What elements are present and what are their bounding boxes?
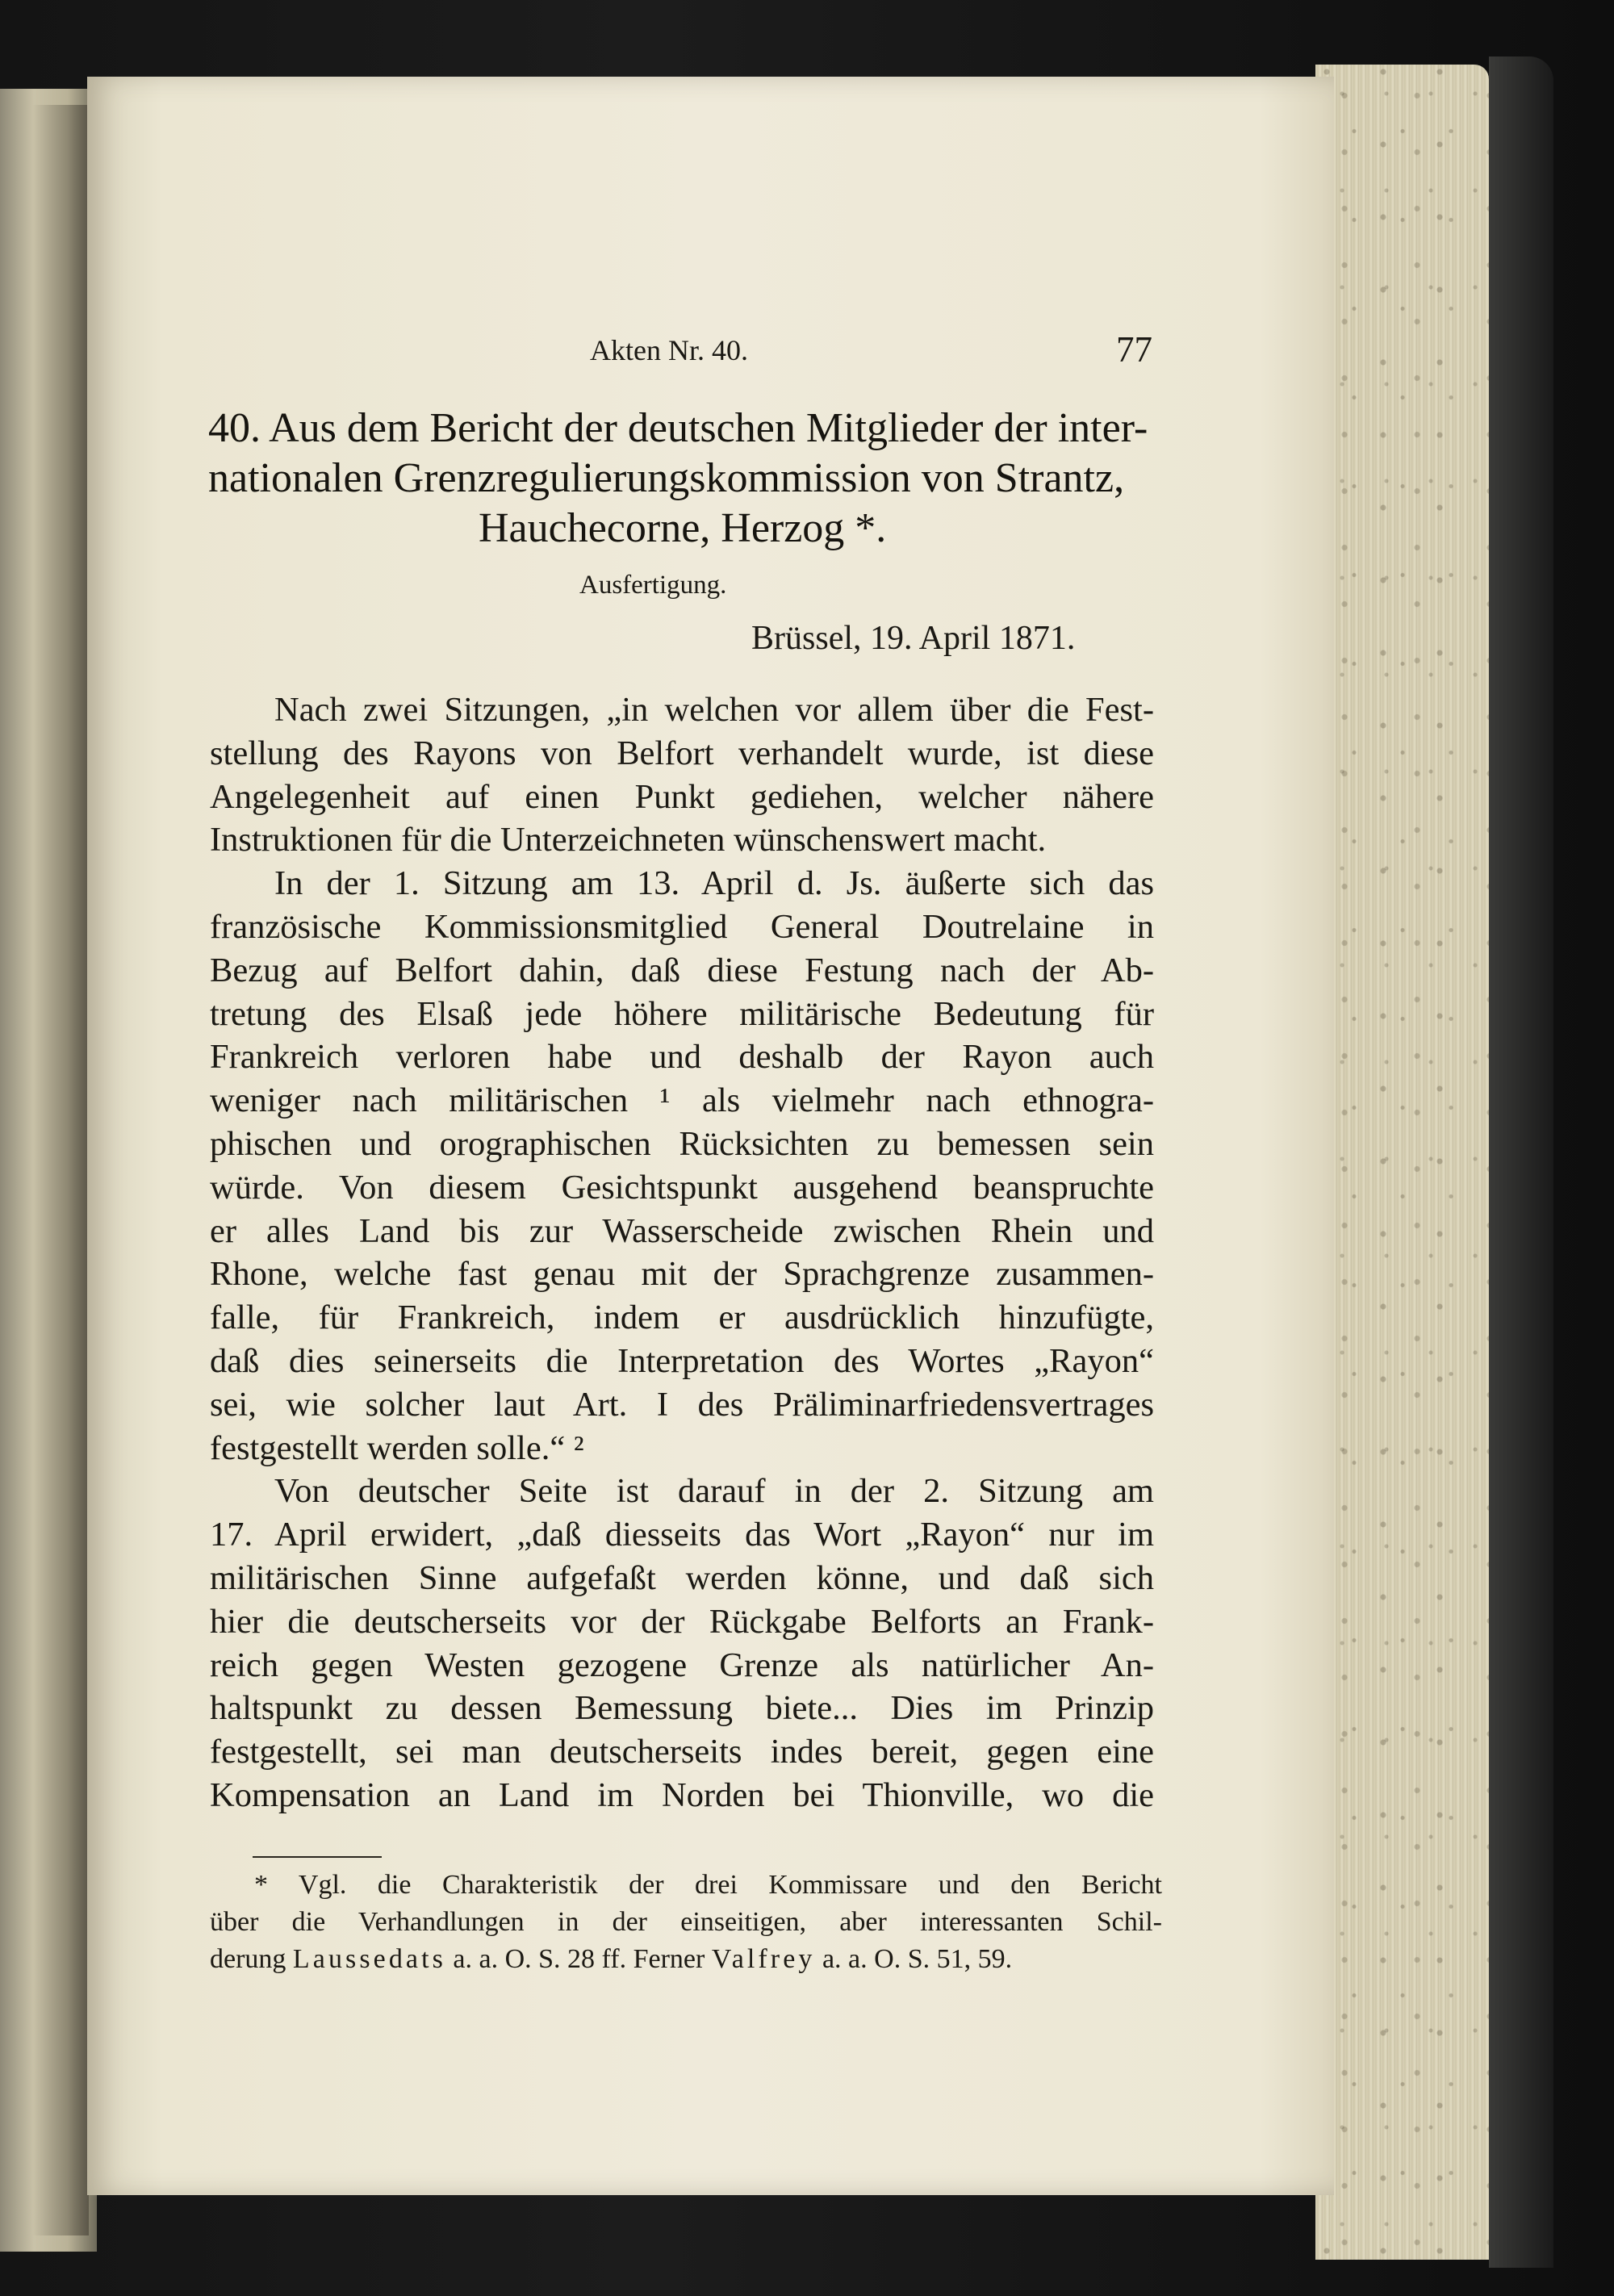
body-line: 17. April erwidert, „daß diesseits das Wort „Rayon“ nur im [210, 1516, 1154, 1554]
footnote-line [210, 1941, 1162, 1978]
footnote-rule [253, 1856, 382, 1858]
footnote [210, 1867, 1162, 1978]
footnote-line: * Vgl. die Charakteristik der drei Kommissare und den Bericht [254, 1870, 1162, 1900]
body-line: reich gegen Westen gezogene Grenze als natürlicher An- [210, 1646, 1154, 1684]
running-title: Akten Nr. 40. [590, 334, 748, 366]
left-gutter-shadow [32, 105, 89, 2235]
dateline: Brüssel, 19. April 1871. [751, 620, 1076, 657]
body-line: Frankreich verloren habe und deshalb der Rayon auch [210, 1038, 1154, 1077]
body-line: stellung des Rayons von Belfort verhandelt wurde, ist diese [210, 734, 1154, 772]
document-title [208, 404, 1160, 554]
body-line: tretung des Elsaß jede höhere militärische Bedeutung für [210, 994, 1154, 1033]
body-line: Instruktionen für die Unterzeichneten wünschenswert macht. [210, 821, 1047, 859]
body-line: Von deutscher Seite ist darauf in der 2. Sitzung am [274, 1472, 1154, 1511]
body-line: weniger nach militärischen ¹ als vielmehr nach ethnogra- [210, 1081, 1154, 1120]
body-line: er alles Land bis zur Wasserscheide zwischen Rhein und [210, 1211, 1154, 1250]
body-line: militärischen Sinne aufgefaßt werden könne, und daß sich [210, 1558, 1154, 1597]
copy-type-label: Ausfertigung. [579, 571, 727, 600]
title-line: Hauchecorne, Herzog *. [479, 505, 887, 551]
body-line: festgestellt, sei man deutscherseits indes bereit, gegen eine [210, 1733, 1154, 1771]
body-line: hier die deutscherseits vor der Rückgabe Belforts an Frank- [210, 1602, 1154, 1641]
body-line: daß dies seinerseits die Interpretation des Wortes „Rayon“ [210, 1341, 1154, 1380]
body-line: haltspunkt zu dessen Bemessung biete... Dies im Prinzip [210, 1689, 1154, 1728]
page-number: 77 [1116, 329, 1152, 370]
body-line: Rhone, welche fast genau mit der Sprachgrenze zusammen- [210, 1255, 1154, 1294]
body-line: Angelegenheit auf einen Punkt gediehen, welcher nähere [210, 777, 1154, 816]
footnote-text: a. a. O. S. 51, 59. [815, 1944, 1013, 1974]
body-text [210, 688, 1154, 1817]
footnote-text: a. a. O. S. 28 ff. Ferner [445, 1944, 712, 1974]
body-line: In der 1. Sitzung am 13. April d. Js. äußerte sich das [274, 864, 1154, 903]
body-line: französische Kommissionsmitglied General Doutrelaine in [210, 907, 1154, 946]
book-page [87, 77, 1334, 2195]
body-line: Kompensation an Land im Norden bei Thionville, wo die [210, 1775, 1154, 1814]
body-line: festgestellt werden solle.“ ² [210, 1428, 584, 1467]
title-line: nationalen Grenzregulierungskommission von Strantz, [208, 455, 1125, 501]
body-line: Bezug auf Belfort dahin, daß diese Festung nach der Ab- [210, 951, 1154, 989]
book-cover-right-edge [1489, 56, 1553, 2268]
footnote-author-name: Laussedats [292, 1944, 446, 1974]
page-edge-foxing [1315, 65, 1489, 2260]
body-line: phischen und orographischen Rücksichten zu bemessen sein [210, 1124, 1154, 1163]
title-line: 40. Aus dem Bericht der deutschen Mitglieder der inter- [208, 405, 1148, 451]
body-line: falle, für Frankreich, indem er ausdrücklich hinzufügte, [210, 1299, 1154, 1337]
body-line: Nach zwei Sitzungen, „in welchen vor allem über die Fest- [274, 691, 1154, 729]
footnote-text: derung [210, 1944, 293, 1974]
footnote-line: über die Verhandlungen in der einseitigen, aber interessanten Schil- [210, 1907, 1162, 1937]
body-line: würde. Von diesem Gesichtspunkt ausgehend beanspruchte [210, 1168, 1154, 1207]
body-line: sei, wie solcher laut Art. I des Präliminarfriedensvertrages [210, 1385, 1154, 1424]
footnote-author-name: Valfrey [711, 1944, 816, 1974]
